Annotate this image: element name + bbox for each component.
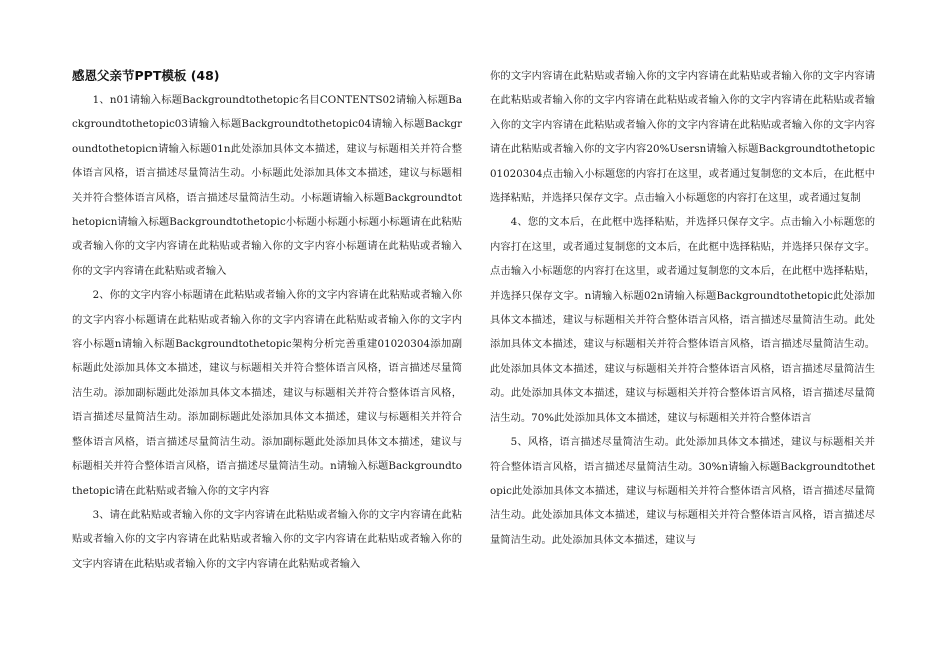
left-column (72, 64, 462, 576)
paragraph-3-continued: 你的文字内容请在此粘贴或者输入你的文字内容请在此粘贴或者输入你的文字内容请在此粘贴或者输入你的文字内容请在此粘贴或者输入你的文字内容请在此粘贴或者输入你的文字内容请在此粘贴或者输入你的文字内容请在此粘贴或者输入你的文字内容请在此粘贴或者输入你的文字内容20%Usersn请输入标题Backgroundtothetopic01020304点击输入小标题您的内容打在这里，或者通过复制您的文本后，在此框中选择粘贴，并选择只保存文字。点击输入小标题您的内容打在这里，或者通过复制 (490, 70, 875, 205)
paragraph-2: 2、你的文字内容小标题请在此粘贴或者输入你的文字内容请在此粘贴或者输入你的文字内容小标题请在此粘贴或者输入你的文字内容请在此粘贴或者输入你的文字内容小标题n请输入标题Backgroundtothetopic架构分析完善重建01020304添加副标题此处添加具体文本描述，建议与标题相关并符合整体语言风格，语言描述尽量简洁生动。添加副标题此处添加具体文本描述，建议与标题相关并符合整体语言风格，语言描述尽量简洁生动。添加副标题此处添加具体文本描述，建议与标题相关并符合整体语言风格，语言描述尽量简洁生动。添加副标题此处添加具体文本描述，建议与标题相关并符合整体语言风格，语言描述尽量简洁生动。n请输入标题Backgroundtothetopic请在此粘贴或者输入你的文字内容 (72, 289, 462, 497)
paragraph-5: 5、风格，语言描述尽量简洁生动。此处添加具体文本描述，建议与标题相关并符合整体语言风格，语言描述尽量简洁生动。30%n请输入标题Backgroundtothetopic此处添加具体文本描述，建议与标题相关并符合整体语言风格，语言描述尽量简洁生动。此处添加具体文本描述，建议与标题相关并符合整体语言风格，语言描述尽量简洁生动。此处添加具体文本描述，建议与 (490, 436, 875, 546)
paragraph-3: 3、请在此粘贴或者输入你的文字内容请在此粘贴或者输入你的文字内容请在此粘贴或者输入你的文字内容请在此粘贴或者输入你的文字内容请在此粘贴或者输入你的文字内容请在此粘贴或者输入你的文字内容请在此粘贴或者输入 (72, 508, 462, 570)
right-column (490, 64, 875, 552)
paragraph-4: 4、您的文本后，在此框中选择粘贴，并选择只保存文字。点击输入小标题您的内容打在这里，或者通过复制您的文本后，在此框中选择粘贴，并选择只保存文字。点击输入小标题您的内容打在这里，或者通过复制您的文本后，在此框中选择粘贴，并选择只保存文字。n请输入标题02n请输入标题Backgroundtothetopic此处添加具体文本描述，建议与标题相关并符合整体语言风格，语言描述尽量简洁生动。此处添加具体文本描述，建议与标题相关并符合整体语言风格，语言描述尽量简洁生动。此处添加具体文本描述，建议与标题相关并符合整体语言风格，语言描述尽量简洁生动。此处添加具体文本描述，建议与标题相关并符合整体语言风格，语言描述尽量简洁生动。70%此处添加具体文本描述，建议与标题相关并符合整体语言 (490, 216, 875, 424)
paragraph-1: 1、n01请输入标题Backgroundtothetopic名目CONTENTS02请输入标题Backgroundtothetopic03请输入标题Backgroundtothetopic04请输入标题Backgroundtothetopicn请输入标题01n此处添加具体文本描述，建议与标题相关并符合整体语言风格，语言描述尽量简洁生动。小标题此处添加具体文本描述，建议与标题相关并符合整体语言风格，语言描述尽量简洁生动。小标题请输入标题Backgroundtothetopicn请输入标题Backgroundtothetopic小标题小标题小标题小标题请在此粘贴或者输入你的文字内容请在此粘贴或者输入你的文字内容小标题请在此粘贴或者输入你的文字内容请在此粘贴或者输入 (72, 94, 462, 277)
document-title: 感恩父亲节PPT模板 (48) (72, 68, 220, 83)
